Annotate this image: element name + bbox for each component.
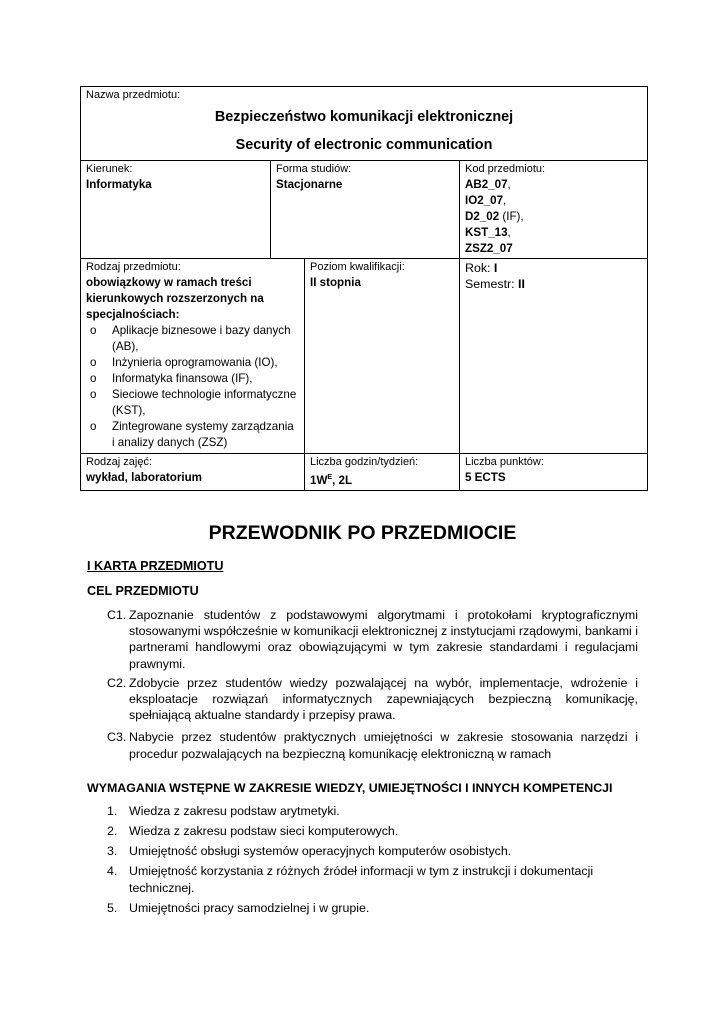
requirement-text: Umiejętności pracy samodzielnej i w grupie.: [129, 900, 370, 915]
requirement-item: [107, 843, 638, 860]
zajec-cell: [81, 454, 305, 491]
godzin-value: [310, 470, 454, 489]
kod-line: [465, 209, 642, 225]
rok-label: Rok:: [465, 261, 494, 275]
goal-item: [107, 675, 638, 724]
semestr-label: Semestr:: [465, 277, 519, 291]
zajec-value: wykład, laboratorium: [86, 471, 202, 484]
forma-cell: [271, 161, 460, 259]
punktow-label: Liczba punktów:: [465, 456, 544, 468]
specialization-item: o Zintegrowane systemy zarządzania i analizy danych (ZSZ): [88, 419, 299, 451]
goal-id: C3.: [107, 730, 127, 745]
kod-cell: [460, 161, 648, 259]
requirement-text: Wiedza z zakresu podstaw sieci komputerowych.: [129, 824, 399, 839]
goal-item: [107, 607, 638, 672]
rodzaj-label: Rodzaj przedmiotu:: [86, 261, 181, 273]
requirement-text: Umiejętność korzystania z różnych źródeł informacji w tym z instrukcji i dokumentacji technicznej.: [129, 864, 594, 895]
kod-line: [465, 225, 642, 241]
goal-text: Nabycie przez studentów praktycznych umiejętności w zakresie stosowania narzędzi i procedur pozwalających na bezpieczną komunikację elektroniczną w ramach: [129, 730, 638, 761]
kod-code: IO2_07: [465, 194, 504, 207]
goal-item: [107, 729, 638, 761]
kierunek-value: Informatyka: [86, 178, 152, 191]
goal-id: C2.: [107, 675, 127, 690]
requirement-number: 3.: [107, 844, 118, 859]
section-wymagania-heading: WYMAGANIA WSTĘPNE W ZAKRESIE WIEDZY, UMIEJĘTNOŚCI I INNYCH KOMPETENCJI: [87, 781, 613, 795]
kod-code: KST_13: [465, 226, 508, 239]
godzin-label: Liczba godzin/tydzień:: [310, 456, 419, 468]
rok-semestr-cell: [460, 259, 648, 454]
poziom-value: II stopnia: [310, 276, 361, 289]
course-title-en: Security of electronic communication: [235, 137, 493, 153]
specialization-item: o Informatyka finansowa (IF),: [88, 371, 299, 387]
punktow-cell: [460, 454, 648, 491]
course-info-table: [80, 86, 648, 491]
section-karta-heading: I KARTA PRZEDMIOTU: [87, 559, 224, 573]
goals-list: [107, 607, 638, 765]
course-title-pl: Bezpieczeństwo komunikacji elektronicznej: [214, 109, 514, 125]
requirement-text: Wiedza z zakresu podstaw arytmetyki.: [129, 804, 340, 818]
requirement-item: [107, 823, 638, 840]
section-cel-heading: CEL PRZEDMIOTU: [87, 584, 199, 598]
specialization-item: o Aplikacje biznesowe i bazy danych (AB),: [88, 323, 299, 355]
rok-value: I: [493, 261, 498, 275]
kod-code: ZSZ2_07: [465, 242, 513, 255]
kod-suffix: ,: [507, 178, 511, 191]
goal-text: Zdobycie przez studentów wiedzy pozwalającej na wybór, implementacje, wdrożenie i eksploatacje rozwiązań informatycznych zapewniających bezpieczną komunikację, spełniającą aktualne standardy i przepisy prawa.: [129, 675, 638, 723]
specialization-list: [86, 323, 299, 451]
godzin-w: 1W: [310, 473, 328, 487]
main-heading: PRZEWODNIK PO PRZEDMIOCIE: [208, 522, 517, 544]
course-name-label: Nazwa przedmiotu:: [86, 89, 181, 101]
semestr-value: II: [518, 277, 525, 291]
kod-suffix: ,: [507, 226, 511, 239]
kod-suffix: ,: [503, 194, 507, 207]
goal-text: Zapoznanie studentów z podstawowymi algorytmami i protokołami kryptograficznymi stosowanymi współcześnie w komunikacji elektronicznej z instytucjami rządowymi, bankami i partnerami handlowymi oraz obowiązującymi w tym zakresie standardami i regulacjami prawnymi.: [129, 608, 638, 671]
requirement-number: 1.: [107, 804, 118, 818]
forma-value: Stacjonarne: [276, 178, 343, 191]
semestr-line: [465, 276, 642, 292]
poziom-cell: [305, 259, 460, 454]
kod-line: [465, 193, 642, 209]
kod-label: Kod przedmiotu:: [465, 163, 546, 175]
requirement-item: [107, 803, 638, 820]
zajec-label: Rodzaj zajęć:: [86, 456, 153, 468]
rodzaj-cell: [81, 259, 305, 454]
rodzaj-value: obowiązkowy w ramach treści kierunkowych rozszerzonych na specjalnościach:: [86, 276, 264, 321]
kod-line: [465, 177, 642, 193]
kod-code: AB2_07: [465, 178, 508, 191]
specialization-item: o Sieciowe technologie informatyczne (KST),: [88, 387, 299, 419]
kierunek-cell: [81, 161, 271, 259]
kod-code: D2_02: [465, 210, 500, 223]
godzin-cell: [305, 454, 460, 491]
kierunek-label: Kierunek:: [86, 163, 133, 175]
kod-suffix: (IF),: [499, 210, 524, 223]
rok-line: [465, 260, 642, 276]
poziom-label: Poziom kwalifikacji:: [310, 261, 405, 273]
specialization-item: o Inżynieria oprogramowania (IO),: [88, 355, 299, 371]
course-name-cell: [81, 87, 648, 161]
requirement-number: 2.: [107, 824, 118, 839]
requirements-list: [107, 803, 638, 920]
godzin-rest: , 2L: [332, 473, 353, 487]
requirement-item: [107, 863, 638, 896]
godzin-sup: E: [327, 474, 333, 481]
requirement-text: Umiejętność obsługi systemów operacyjnych komputerów osobistych.: [129, 844, 512, 859]
requirement-number: 4.: [107, 864, 118, 879]
requirement-number: 5.: [107, 900, 118, 915]
goal-id: C1.: [107, 608, 127, 622]
forma-label: Forma studiów:: [276, 163, 352, 175]
punktow-value: 5 ECTS: [465, 471, 506, 484]
requirement-item: [107, 900, 638, 917]
kod-line: [465, 241, 642, 257]
